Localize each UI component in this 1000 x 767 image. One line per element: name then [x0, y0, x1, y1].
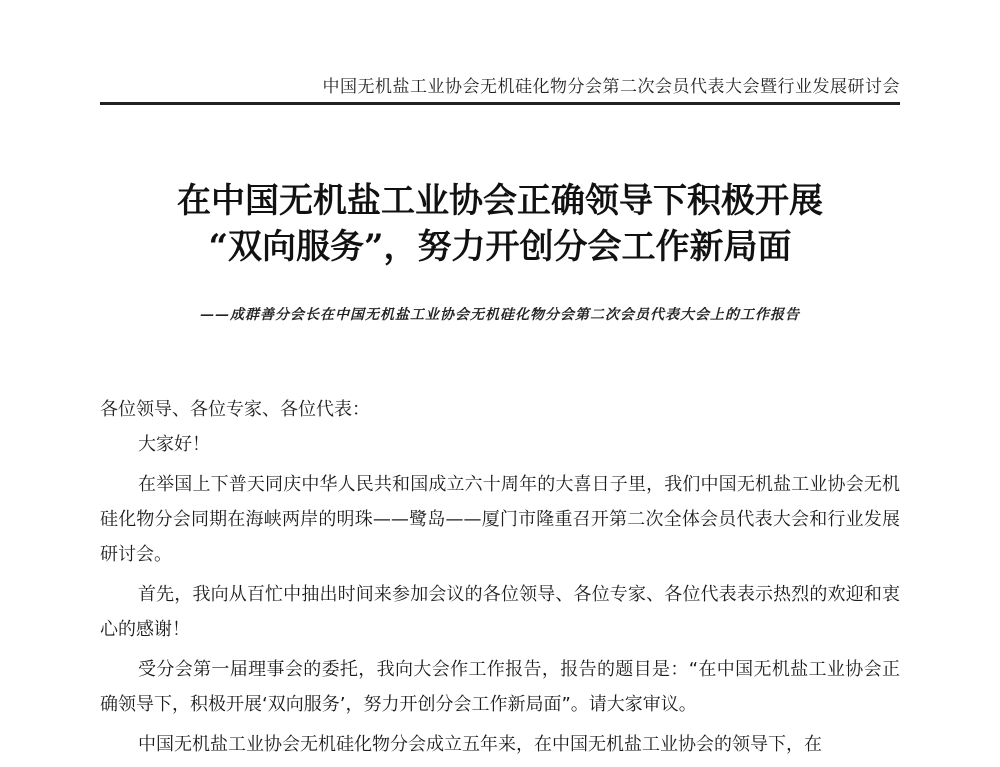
- header-rule: [100, 102, 900, 105]
- paragraph: 中国无机盐工业协会无机硅化物分会成立五年来，在中国无机盐工业协会的领导下，在: [138, 734, 822, 755]
- greeting: 大家好！: [138, 434, 210, 455]
- document-body: [100, 392, 900, 767]
- title-line-1: 在中国无机盐工业协会正确领导下积极开展: [177, 181, 823, 221]
- document-subtitle: ——成群善分会长在中国无机盐工业协会无机硅化物分会第二次会员代表大会上的工作报告: [200, 307, 800, 323]
- running-header: 中国无机盐工业协会无机硅化物分会第二次会员代表大会暨行业发展研讨会: [322, 77, 900, 97]
- salutation: 各位领导、各位专家、各位代表：: [100, 399, 370, 420]
- paragraph: 首先，我向从百忙中抽出时间来参加会议的各位领导、各位专家、各位代表表示热烈的欢迎和衷心的感谢！: [100, 584, 900, 640]
- paragraph: 在举国上下普天同庆中华人民共和国成立六十周年的大喜日子里，我们中国无机盐工业协会无机硅化物分会同期在海峡两岸的明珠——鹭岛——厦门市隆重召开第二次全体会员代表大会和行业发展研讨会。: [100, 474, 900, 565]
- document-title: [100, 178, 900, 270]
- paragraph: 受分会第一届理事会的委托，我向大会作工作报告，报告的题目是：“在中国无机盐工业协会正确领导下，积极开展‘双向服务’，努力开创分会工作新局面”。请大家审议。: [100, 659, 900, 715]
- title-line-2: “双向服务”，努力开创分会工作新局面: [208, 227, 792, 267]
